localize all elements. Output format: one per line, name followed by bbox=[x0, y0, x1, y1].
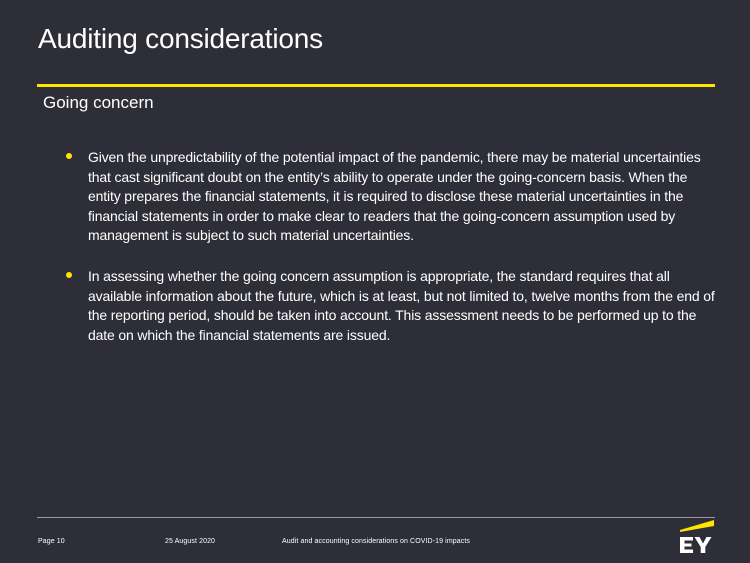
bullet-dot-icon bbox=[66, 153, 72, 159]
bullet-list bbox=[66, 148, 722, 345]
ey-logo-beam bbox=[680, 520, 714, 532]
bullet-text: In assessing whether the going concern assumption is appropriate, the standard requires that all available information about the future, which is at least, but not limited to, twelve months from the end of the reporting period, should be taken into account. This assessment needs to be performed up to the date on which the financial statements are issued. bbox=[88, 267, 715, 343]
footer-date: 25 August 2020 bbox=[165, 538, 216, 545]
bullet-item bbox=[66, 267, 722, 345]
footer-divider bbox=[37, 517, 715, 518]
footer-page-number: Page 10 bbox=[38, 538, 65, 545]
bullet-dot-icon bbox=[66, 272, 72, 278]
bullet-text: Given the unpredictability of the potential impact of the pandemic, there may be material uncertainties that cast significant doubt on the entity’s ability to operate under the going-concern basis. When the entity prepares the financial statements, it is required to disclose these material uncertainties in the financial statements in order to make clear to readers that the going-concern assumption used by management is subject to such material uncertainties. bbox=[88, 149, 701, 244]
ey-logo-letter-y bbox=[695, 537, 712, 553]
title-underline bbox=[37, 84, 715, 87]
footer-document-title: Audit and accounting considerations on COVID-19 impacts bbox=[282, 538, 470, 545]
ey-logo-icon bbox=[676, 518, 716, 556]
slide-title: Auditing considerations bbox=[38, 23, 323, 54]
slide-subtitle: Going concern bbox=[43, 93, 154, 112]
ey-logo-letter-e bbox=[680, 537, 693, 553]
bullet-item bbox=[66, 148, 722, 246]
